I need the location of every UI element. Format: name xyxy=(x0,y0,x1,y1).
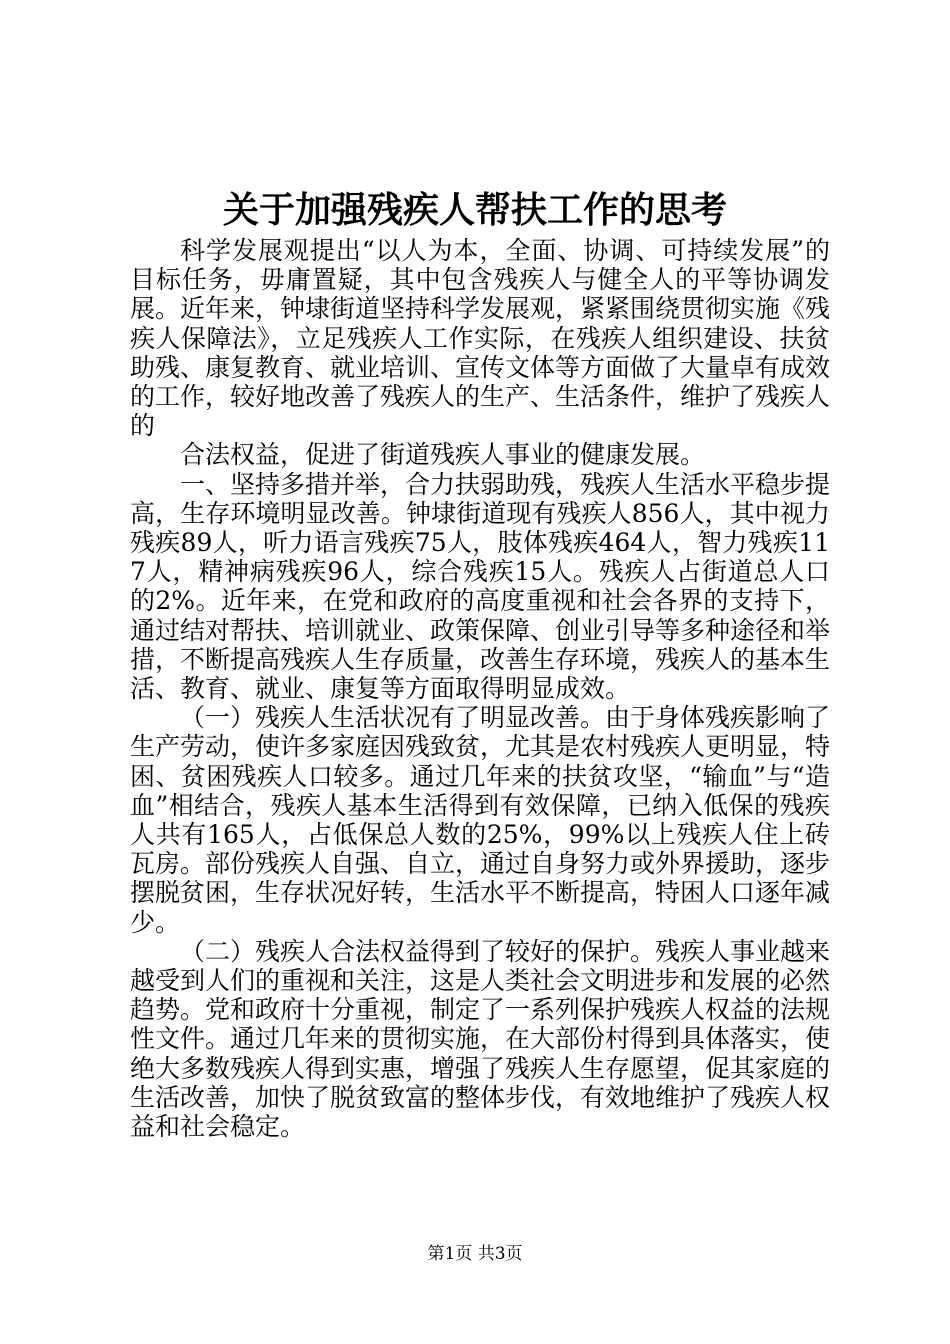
paragraph-intro-continued: 合法权益，促进了街道残疾人事业的健康发展。 xyxy=(180,440,706,470)
page-footer xyxy=(0,1242,950,1266)
paragraph-subsection-two: （二）残疾人合法权益得到了较好的保护。残疾人事业越来越受到人们的重视和关注，这是人类社会文明进步和发展的必然趋势。党和政府十分重视，制定了一系列保护残疾人权益的法规性文件。通过几年来的贯彻实施，在大部份村得到具体落实，使绝大多数残疾人得到实惠，增强了残疾人生存愿望，促其家庭的生活改善，加快了脱贫致富的整体步伐，有效地维护了残疾人权益和社会稳定。 xyxy=(130,936,831,1142)
document-title: 关于加强残疾人帮扶工作的思考 xyxy=(222,189,727,231)
page-number: 第1页 xyxy=(427,1244,473,1264)
paragraph-section-one: 一、坚持多措并举，合力扶弱助残，残疾人生活水平稳步提高，生存环境明显改善。钟埭街道现有残疾人856人，其中视力残疾89人，听力语言残疾75人，肢体残疾464人，智力残疾117人，精神病残疾96人，综合残疾15人。残疾人占街道总人口的2%。近年来，在党和政府的高度重视和社会各界的支持下，通过结对帮扶、培训就业、政策保障、创业引导等多种途径和举措，不断提高残疾人生存质量，改善生存环境，残疾人的基本生活、教育、就业、康复等方面取得明显成效。 xyxy=(130,469,831,704)
paragraph-intro: 科学发展观提出“以人为本，全面、协调、可持续发展”的目标任务，毋庸置疑，其中包含残疾人与健全人的平等协调发展。近年来，钟埭街道坚持科学发展观，紧紧围绕贯彻实施《残疾人保障法》，立足残疾人工作实际，在残疾人组织建设、扶贫助残、康复教育、就业培训、宣传文体等方面做了大量卓有成效的工作，较好地改善了残疾人的生产、生活条件，维护了残疾人的 xyxy=(130,236,831,441)
paragraph-subsection-one: （一）残疾人生活状况有了明显改善。由于身体残疾影响了生产劳动，使许多家庭因残致贫，尤其是农村残疾人更明显，特困、贫困残疾人口较多。通过几年来的扶贫攻坚，“输血”与“造血”相结合，残疾人基本生活得到有效保障，已纳入低保的残疾人共有165人，占低保总人数的25%，99%以上残疾人住上砖瓦房。部份残疾人自强、自立，通过自身努力或外界援助，逐步摆脱贫困，生存状况好转，生活水平不断提高，特困人口逐年减少。 xyxy=(130,703,831,937)
document-body xyxy=(130,236,830,1141)
page-total: 共3页 xyxy=(477,1244,523,1264)
